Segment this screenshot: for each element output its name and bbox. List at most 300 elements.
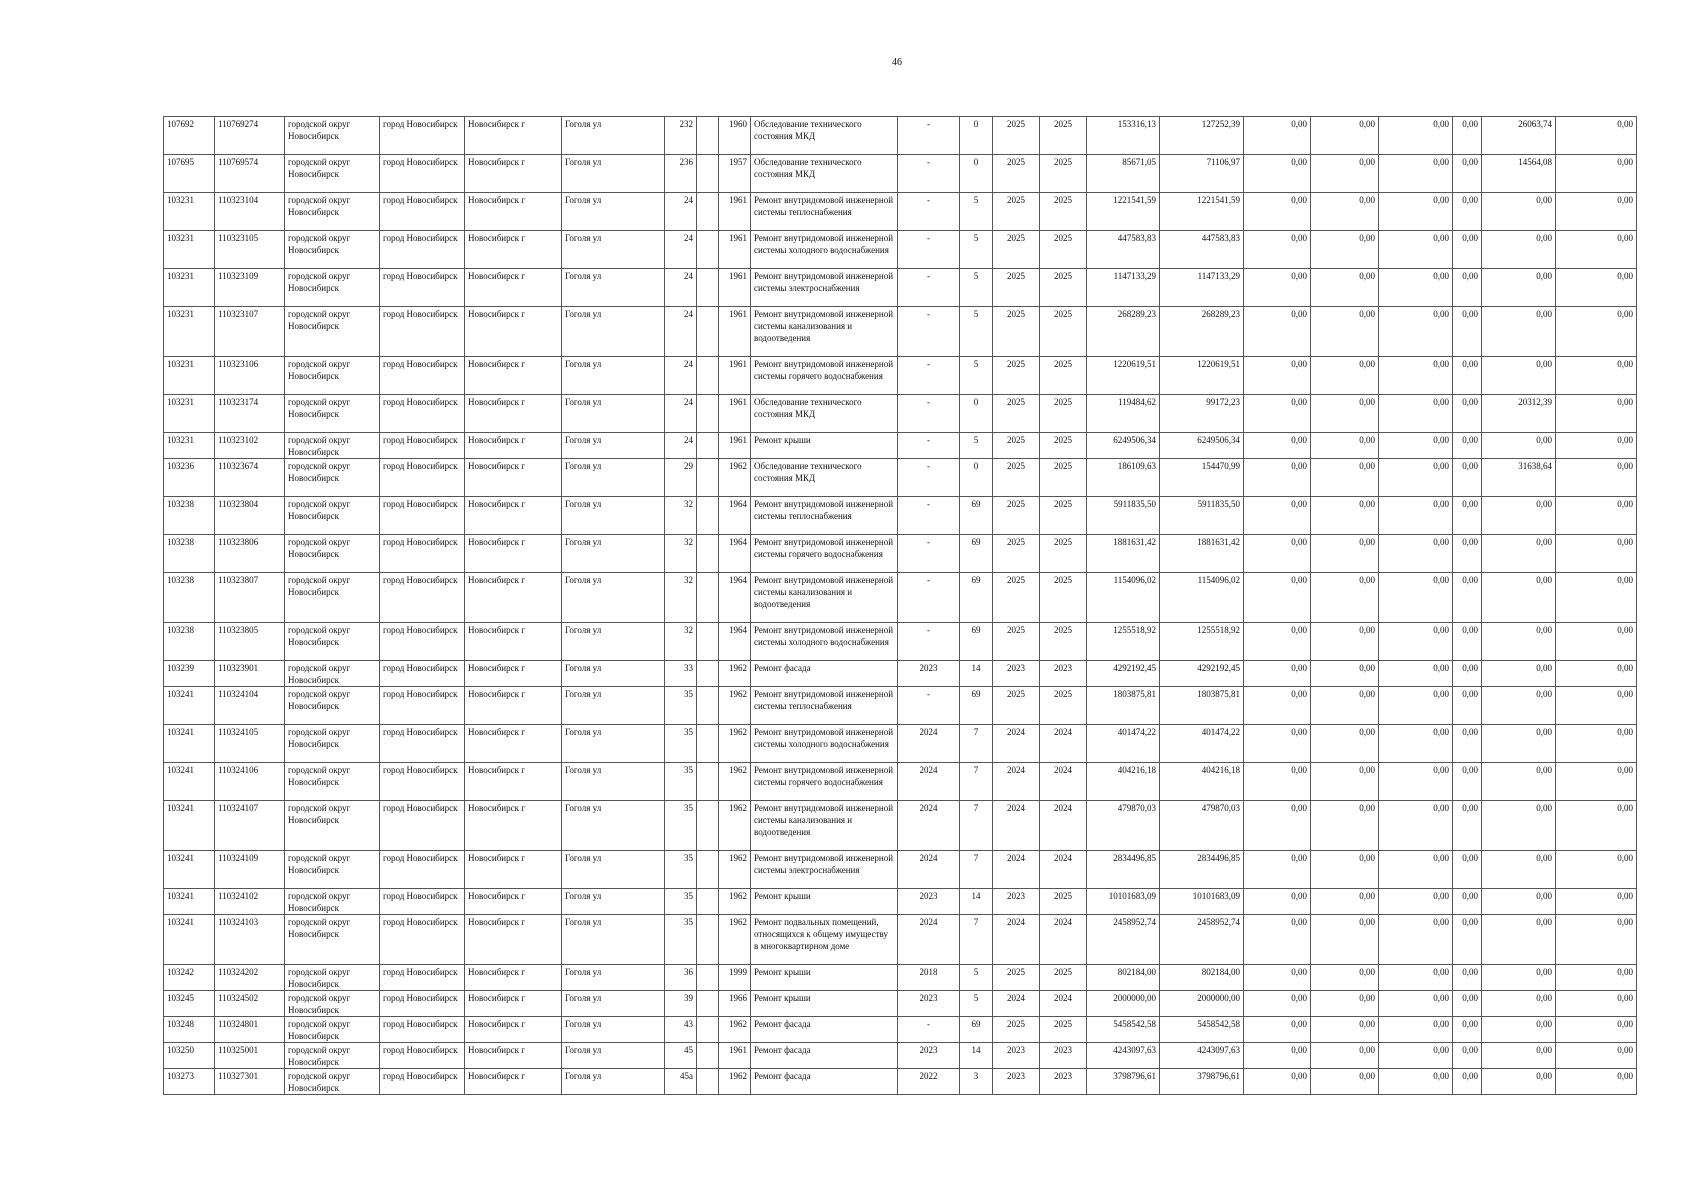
cell-last-repair-year: 2024: [898, 851, 960, 889]
cell-federal-funds: 0,00: [1244, 395, 1311, 433]
cell-work-count: 7: [960, 801, 993, 851]
table-row: [164, 851, 1637, 889]
cell-federal-funds: 0,00: [1244, 801, 1311, 851]
cell-plan-year-start: 2025: [993, 687, 1040, 725]
cell-work-id: 110323102: [215, 433, 285, 459]
cell-regional-funds: 0,00: [1311, 1069, 1379, 1095]
cell-last-repair-year: -: [898, 357, 960, 395]
cell-street: Гоголя ул: [562, 851, 665, 889]
cell-city: Новосибирск г: [465, 661, 562, 687]
cell-last-repair-year: -: [898, 1017, 960, 1043]
cell-street: Гоголя ул: [562, 965, 665, 991]
cell-street: Гоголя ул: [562, 1017, 665, 1043]
cell-total-cost: 1221541,59: [1087, 193, 1160, 231]
cell-work-id: 110323804: [215, 497, 285, 535]
cell-last-repair-year: 2022: [898, 1069, 960, 1095]
cell-street: Гоголя ул: [562, 725, 665, 763]
cell-reserve: 0,00: [1556, 269, 1637, 307]
cell-plan-year-end: 2025: [1040, 117, 1087, 155]
cell-municipal-funds: 0,00: [1379, 915, 1453, 965]
cell-work-type: Ремонт внутридомовой инженерной системы канализования и водоотведения: [751, 573, 898, 623]
cell-year-built: 1961: [719, 231, 751, 269]
cell-regional-funds: 0,00: [1311, 193, 1379, 231]
cell-building: [697, 1069, 719, 1095]
cell-municipal-funds: 0,00: [1379, 1043, 1453, 1069]
cell-other-funds: 0,00: [1453, 1043, 1482, 1069]
cell-owner-funds: 0,00: [1482, 687, 1556, 725]
cell-house-number: 35: [665, 725, 697, 763]
cell-federal-funds: 0,00: [1244, 965, 1311, 991]
cell-house-number: 24: [665, 395, 697, 433]
cell-city: Новосибирск г: [465, 851, 562, 889]
cell-municipal-district: городской округ Новосибирск: [285, 573, 380, 623]
cell-total-cost: 119484,62: [1087, 395, 1160, 433]
cell-house-number: 24: [665, 231, 697, 269]
cell-fund-cost: 127252,39: [1160, 117, 1244, 155]
cell-work-count: 69: [960, 687, 993, 725]
cell-total-cost: 2458952,74: [1087, 915, 1160, 965]
cell-municipal-district: городской округ Новосибирск: [285, 193, 380, 231]
cell-fund-cost: 1803875,81: [1160, 687, 1244, 725]
cell-house-number: 232: [665, 117, 697, 155]
cell-last-repair-year: 2024: [898, 763, 960, 801]
cell-year-built: 1961: [719, 395, 751, 433]
cell-plan-year-start: 2024: [993, 725, 1040, 763]
cell-city: Новосибирск г: [465, 395, 562, 433]
cell-fund-cost: 2000000,00: [1160, 991, 1244, 1017]
cell-house-number: 36: [665, 965, 697, 991]
cell-municipal-district: городской округ Новосибирск: [285, 915, 380, 965]
cell-reserve: 0,00: [1556, 231, 1637, 269]
cell-municipal-funds: 0,00: [1379, 661, 1453, 687]
cell-city: Новосибирск г: [465, 623, 562, 661]
cell-plan-year-start: 2024: [993, 851, 1040, 889]
cell-street: Гоголя ул: [562, 623, 665, 661]
cell-work-id: 110327301: [215, 1069, 285, 1095]
table-row: [164, 433, 1637, 459]
cell-last-repair-year: -: [898, 573, 960, 623]
cell-house-id: 103241: [164, 763, 215, 801]
cell-settlement: город Новосибирск: [380, 1043, 465, 1069]
cell-work-type: Ремонт фасада: [751, 1017, 898, 1043]
cell-federal-funds: 0,00: [1244, 889, 1311, 915]
cell-reserve: 0,00: [1556, 155, 1637, 193]
cell-house-number: 35: [665, 763, 697, 801]
cell-owner-funds: 0,00: [1482, 725, 1556, 763]
cell-building: [697, 1017, 719, 1043]
cell-plan-year-end: 2025: [1040, 193, 1087, 231]
cell-building: [697, 965, 719, 991]
cell-street: Гоголя ул: [562, 155, 665, 193]
cell-federal-funds: 0,00: [1244, 687, 1311, 725]
cell-fund-cost: 404216,18: [1160, 763, 1244, 801]
cell-municipal-district: городской округ Новосибирск: [285, 687, 380, 725]
cell-house-id: 103231: [164, 231, 215, 269]
cell-house-id: 103238: [164, 497, 215, 535]
cell-total-cost: 268289,23: [1087, 307, 1160, 357]
cell-work-type: Ремонт внутридомовой инженерной системы холодного водоснабжения: [751, 623, 898, 661]
cell-plan-year-end: 2025: [1040, 573, 1087, 623]
cell-city: Новосибирск г: [465, 117, 562, 155]
cell-municipal-funds: 0,00: [1379, 395, 1453, 433]
cell-municipal-district: городской округ Новосибирск: [285, 801, 380, 851]
cell-plan-year-start: 2024: [993, 991, 1040, 1017]
cell-fund-cost: 2458952,74: [1160, 915, 1244, 965]
cell-other-funds: 0,00: [1453, 1069, 1482, 1095]
cell-fund-cost: 4292192,45: [1160, 661, 1244, 687]
cell-municipal-district: городской округ Новосибирск: [285, 991, 380, 1017]
cell-municipal-district: городской округ Новосибирск: [285, 307, 380, 357]
cell-work-count: 69: [960, 623, 993, 661]
cell-settlement: город Новосибирск: [380, 623, 465, 661]
cell-reserve: 0,00: [1556, 763, 1637, 801]
cell-municipal-district: городской округ Новосибирск: [285, 117, 380, 155]
cell-work-id: 110323805: [215, 623, 285, 661]
cell-federal-funds: 0,00: [1244, 991, 1311, 1017]
cell-federal-funds: 0,00: [1244, 851, 1311, 889]
cell-reserve: 0,00: [1556, 1069, 1637, 1095]
cell-city: Новосибирск г: [465, 965, 562, 991]
cell-work-type: Ремонт внутридомовой инженерной системы теплоснабжения: [751, 193, 898, 231]
cell-municipal-district: городской округ Новосибирск: [285, 155, 380, 193]
cell-federal-funds: 0,00: [1244, 725, 1311, 763]
table-row: [164, 231, 1637, 269]
cell-year-built: 1962: [719, 1069, 751, 1095]
cell-house-id: 103241: [164, 915, 215, 965]
cell-work-id: 110324107: [215, 801, 285, 851]
cell-other-funds: 0,00: [1453, 687, 1482, 725]
cell-house-id: 103236: [164, 459, 215, 497]
cell-reserve: 0,00: [1556, 623, 1637, 661]
cell-house-number: 24: [665, 269, 697, 307]
cell-plan-year-end: 2024: [1040, 915, 1087, 965]
cell-building: [697, 725, 719, 763]
cell-work-type: Ремонт фасада: [751, 1043, 898, 1069]
cell-settlement: город Новосибирск: [380, 535, 465, 573]
cell-owner-funds: 0,00: [1482, 1069, 1556, 1095]
cell-fund-cost: 3798796,61: [1160, 1069, 1244, 1095]
cell-total-cost: 2000000,00: [1087, 991, 1160, 1017]
cell-settlement: город Новосибирск: [380, 433, 465, 459]
cell-street: Гоголя ул: [562, 433, 665, 459]
cell-plan-year-end: 2025: [1040, 459, 1087, 497]
cell-city: Новосибирск г: [465, 1069, 562, 1095]
cell-owner-funds: 0,00: [1482, 231, 1556, 269]
cell-house-number: 35: [665, 851, 697, 889]
cell-work-type: Ремонт крыши: [751, 965, 898, 991]
cell-street: Гоголя ул: [562, 1043, 665, 1069]
cell-plan-year-start: 2025: [993, 965, 1040, 991]
cell-city: Новосибирск г: [465, 889, 562, 915]
cell-municipal-funds: 0,00: [1379, 573, 1453, 623]
cell-municipal-funds: 0,00: [1379, 1069, 1453, 1095]
cell-work-type: Обследование технического состояния МКД: [751, 155, 898, 193]
table-row: [164, 269, 1637, 307]
cell-building: [697, 459, 719, 497]
cell-work-id: 110324104: [215, 687, 285, 725]
cell-municipal-funds: 0,00: [1379, 433, 1453, 459]
cell-fund-cost: 1154096,02: [1160, 573, 1244, 623]
cell-federal-funds: 0,00: [1244, 763, 1311, 801]
cell-federal-funds: 0,00: [1244, 155, 1311, 193]
cell-city: Новосибирск г: [465, 231, 562, 269]
cell-total-cost: 5458542,58: [1087, 1017, 1160, 1043]
cell-work-type: Ремонт внутридомовой инженерной системы теплоснабжения: [751, 687, 898, 725]
cell-other-funds: 0,00: [1453, 459, 1482, 497]
cell-building: [697, 661, 719, 687]
cell-settlement: город Новосибирск: [380, 459, 465, 497]
cell-work-id: 110323807: [215, 573, 285, 623]
cell-reserve: 0,00: [1556, 395, 1637, 433]
cell-total-cost: 6249506,34: [1087, 433, 1160, 459]
cell-building: [697, 763, 719, 801]
cell-municipal-funds: 0,00: [1379, 889, 1453, 915]
cell-work-type: Ремонт крыши: [751, 991, 898, 1017]
cell-work-id: 110324801: [215, 1017, 285, 1043]
cell-work-id: 110324105: [215, 725, 285, 763]
cell-owner-funds: 0,00: [1482, 889, 1556, 915]
cell-building: [697, 155, 719, 193]
cell-reserve: 0,00: [1556, 915, 1637, 965]
cell-total-cost: 10101683,09: [1087, 889, 1160, 915]
cell-settlement: город Новосибирск: [380, 231, 465, 269]
cell-city: Новосибирск г: [465, 725, 562, 763]
cell-plan-year-end: 2024: [1040, 725, 1087, 763]
cell-street: Гоголя ул: [562, 231, 665, 269]
cell-house-number: 24: [665, 433, 697, 459]
cell-fund-cost: 1220619,51: [1160, 357, 1244, 395]
cell-reserve: 0,00: [1556, 459, 1637, 497]
cell-work-id: 110769574: [215, 155, 285, 193]
cell-work-type: Ремонт подвальных помещений, относящихся к общему имуществу в многоквартирном доме: [751, 915, 898, 965]
cell-total-cost: 1803875,81: [1087, 687, 1160, 725]
table-row: [164, 991, 1637, 1017]
cell-house-id: 107692: [164, 117, 215, 155]
cell-municipal-district: городской округ Новосибирск: [285, 433, 380, 459]
cell-last-repair-year: 2024: [898, 915, 960, 965]
cell-plan-year-end: 2025: [1040, 231, 1087, 269]
cell-total-cost: 5911835,50: [1087, 497, 1160, 535]
cell-other-funds: 0,00: [1453, 851, 1482, 889]
cell-city: Новосибирск г: [465, 433, 562, 459]
cell-plan-year-start: 2025: [993, 193, 1040, 231]
cell-municipal-district: городской округ Новосибирск: [285, 459, 380, 497]
cell-plan-year-start: 2023: [993, 889, 1040, 915]
cell-fund-cost: 1221541,59: [1160, 193, 1244, 231]
cell-settlement: город Новосибирск: [380, 117, 465, 155]
cell-municipal-funds: 0,00: [1379, 763, 1453, 801]
cell-federal-funds: 0,00: [1244, 661, 1311, 687]
cell-last-repair-year: -: [898, 623, 960, 661]
cell-reserve: 0,00: [1556, 193, 1637, 231]
cell-work-count: 5: [960, 193, 993, 231]
cell-other-funds: 0,00: [1453, 915, 1482, 965]
cell-work-id: 110323674: [215, 459, 285, 497]
cell-reserve: 0,00: [1556, 433, 1637, 459]
cell-regional-funds: 0,00: [1311, 851, 1379, 889]
cell-fund-cost: 10101683,09: [1160, 889, 1244, 915]
cell-reserve: 0,00: [1556, 307, 1637, 357]
cell-city: Новосибирск г: [465, 763, 562, 801]
cell-municipal-district: городской округ Новосибирск: [285, 661, 380, 687]
cell-work-id: 110769274: [215, 117, 285, 155]
cell-plan-year-start: 2024: [993, 763, 1040, 801]
cell-reserve: 0,00: [1556, 851, 1637, 889]
cell-owner-funds: 0,00: [1482, 573, 1556, 623]
cell-work-count: 7: [960, 763, 993, 801]
cell-plan-year-start: 2023: [993, 1043, 1040, 1069]
cell-work-count: 69: [960, 1017, 993, 1043]
cell-house-id: 103231: [164, 433, 215, 459]
cell-fund-cost: 1255518,92: [1160, 623, 1244, 661]
cell-federal-funds: 0,00: [1244, 433, 1311, 459]
cell-regional-funds: 0,00: [1311, 1043, 1379, 1069]
cell-fund-cost: 4243097,63: [1160, 1043, 1244, 1069]
cell-regional-funds: 0,00: [1311, 623, 1379, 661]
cell-regional-funds: 0,00: [1311, 991, 1379, 1017]
cell-fund-cost: 5458542,58: [1160, 1017, 1244, 1043]
cell-house-id: 103231: [164, 395, 215, 433]
cell-municipal-funds: 0,00: [1379, 269, 1453, 307]
cell-settlement: город Новосибирск: [380, 1069, 465, 1095]
cell-regional-funds: 0,00: [1311, 433, 1379, 459]
cell-last-repair-year: -: [898, 307, 960, 357]
cell-building: [697, 687, 719, 725]
cell-year-built: 1962: [719, 763, 751, 801]
cell-house-number: 32: [665, 535, 697, 573]
cell-year-built: 1961: [719, 433, 751, 459]
cell-fund-cost: 2834496,85: [1160, 851, 1244, 889]
cell-house-id: 103250: [164, 1043, 215, 1069]
cell-work-id: 110324102: [215, 889, 285, 915]
cell-federal-funds: 0,00: [1244, 623, 1311, 661]
cell-work-type: Ремонт внутридомовой инженерной системы электроснабжения: [751, 269, 898, 307]
cell-federal-funds: 0,00: [1244, 117, 1311, 155]
cell-regional-funds: 0,00: [1311, 661, 1379, 687]
cell-work-count: 69: [960, 573, 993, 623]
cell-work-id: 110323901: [215, 661, 285, 687]
cell-federal-funds: 0,00: [1244, 231, 1311, 269]
cell-building: [697, 117, 719, 155]
cell-owner-funds: 14564,08: [1482, 155, 1556, 193]
cell-total-cost: 1147133,29: [1087, 269, 1160, 307]
cell-year-built: 1961: [719, 193, 751, 231]
cell-last-repair-year: 2023: [898, 889, 960, 915]
cell-plan-year-start: 2025: [993, 155, 1040, 193]
table-row: [164, 965, 1637, 991]
cell-building: [697, 1043, 719, 1069]
cell-plan-year-end: 2025: [1040, 535, 1087, 573]
cell-house-id: 103241: [164, 889, 215, 915]
cell-plan-year-end: 2025: [1040, 965, 1087, 991]
cell-work-type: Ремонт внутридомовой инженерной системы холодного водоснабжения: [751, 725, 898, 763]
cell-work-count: 14: [960, 661, 993, 687]
cell-federal-funds: 0,00: [1244, 193, 1311, 231]
cell-street: Гоголя ул: [562, 915, 665, 965]
cell-plan-year-end: 2023: [1040, 1043, 1087, 1069]
cell-work-id: 110324103: [215, 915, 285, 965]
page-number: 46: [892, 57, 902, 68]
cell-work-id: 110323104: [215, 193, 285, 231]
cell-plan-year-start: 2025: [993, 231, 1040, 269]
cell-year-built: 1964: [719, 623, 751, 661]
cell-settlement: город Новосибирск: [380, 307, 465, 357]
cell-fund-cost: 154470,99: [1160, 459, 1244, 497]
cell-reserve: 0,00: [1556, 991, 1637, 1017]
cell-plan-year-end: 2025: [1040, 357, 1087, 395]
cell-owner-funds: 0,00: [1482, 497, 1556, 535]
cell-municipal-funds: 0,00: [1379, 725, 1453, 763]
cell-work-id: 110323806: [215, 535, 285, 573]
cell-federal-funds: 0,00: [1244, 1069, 1311, 1095]
cell-regional-funds: 0,00: [1311, 725, 1379, 763]
cell-city: Новосибирск г: [465, 915, 562, 965]
cell-work-type: Ремонт внутридомовой инженерной системы электроснабжения: [751, 851, 898, 889]
cell-plan-year-end: 2025: [1040, 395, 1087, 433]
cell-federal-funds: 0,00: [1244, 357, 1311, 395]
cell-total-cost: 479870,03: [1087, 801, 1160, 851]
cell-owner-funds: 0,00: [1482, 661, 1556, 687]
cell-total-cost: 85671,05: [1087, 155, 1160, 193]
cell-owner-funds: 0,00: [1482, 535, 1556, 573]
cell-work-count: 7: [960, 915, 993, 965]
cell-work-count: 14: [960, 1043, 993, 1069]
cell-house-id: 103231: [164, 269, 215, 307]
cell-street: Гоголя ул: [562, 395, 665, 433]
cell-settlement: город Новосибирск: [380, 915, 465, 965]
cell-work-count: 5: [960, 307, 993, 357]
cell-city: Новосибирск г: [465, 459, 562, 497]
cell-house-number: 35: [665, 687, 697, 725]
cell-house-id: 103238: [164, 535, 215, 573]
table-row: [164, 1017, 1637, 1043]
cell-plan-year-end: 2025: [1040, 269, 1087, 307]
cell-total-cost: 186109,63: [1087, 459, 1160, 497]
cell-other-funds: 0,00: [1453, 231, 1482, 269]
cell-settlement: город Новосибирск: [380, 1017, 465, 1043]
cell-house-id: 103241: [164, 801, 215, 851]
cell-street: Гоголя ул: [562, 889, 665, 915]
cell-other-funds: 0,00: [1453, 991, 1482, 1017]
cell-other-funds: 0,00: [1453, 763, 1482, 801]
cell-plan-year-end: 2025: [1040, 433, 1087, 459]
table-row: [164, 307, 1637, 357]
cell-work-id: 110323106: [215, 357, 285, 395]
cell-work-type: Ремонт внутридомовой инженерной системы горячего водоснабжения: [751, 763, 898, 801]
cell-federal-funds: 0,00: [1244, 459, 1311, 497]
cell-last-repair-year: -: [898, 269, 960, 307]
cell-municipal-district: городской округ Новосибирск: [285, 725, 380, 763]
cell-house-number: 45а: [665, 1069, 697, 1095]
cell-work-count: 14: [960, 889, 993, 915]
cell-street: Гоголя ул: [562, 307, 665, 357]
cell-fund-cost: 268289,23: [1160, 307, 1244, 357]
cell-street: Гоголя ул: [562, 687, 665, 725]
cell-reserve: 0,00: [1556, 535, 1637, 573]
cell-street: Гоголя ул: [562, 763, 665, 801]
cell-last-repair-year: -: [898, 231, 960, 269]
cell-total-cost: 4292192,45: [1087, 661, 1160, 687]
cell-plan-year-start: 2025: [993, 433, 1040, 459]
cell-reserve: 0,00: [1556, 965, 1637, 991]
cell-year-built: 1962: [719, 687, 751, 725]
cell-house-number: 32: [665, 573, 697, 623]
cell-fund-cost: 401474,22: [1160, 725, 1244, 763]
table-row: [164, 687, 1637, 725]
cell-work-count: 5: [960, 269, 993, 307]
cell-house-number: 24: [665, 193, 697, 231]
cell-building: [697, 623, 719, 661]
